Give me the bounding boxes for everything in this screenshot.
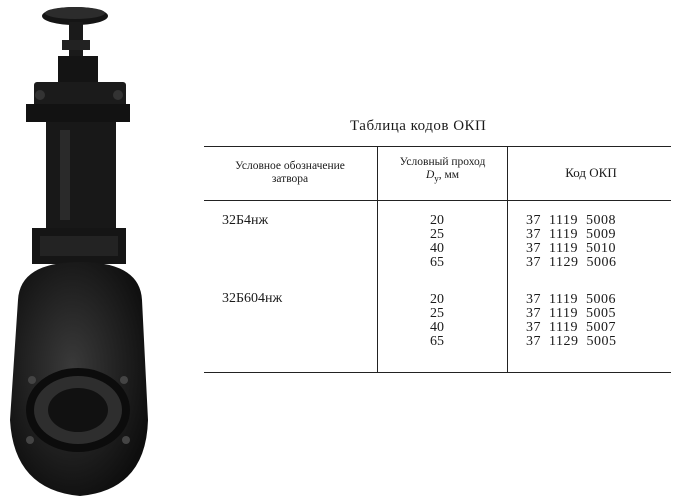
gate-valve-photo [0,0,160,501]
dn-cell: 65 [430,255,444,270]
dn-cell: 20 [430,213,444,228]
dn-cell: 25 [430,227,444,242]
okp-code-cell: 37 1129 5006 [526,255,617,270]
dn-cell: 65 [430,334,444,349]
okp-code-cell: 37 1119 5009 [526,227,616,242]
okp-code-cell: 37 1119 5010 [526,241,616,256]
designation-group-2: 32Б604нж [222,291,283,306]
dn-cell: 25 [430,306,444,321]
dn-cell: 20 [430,292,444,307]
header-designation-line2: затвора [271,173,309,185]
diameter-subscript: у [434,173,439,184]
header-designation-line1: Условное обозначение [235,160,345,172]
header-code: Код ОКП [565,165,617,180]
okp-code-cell: 37 1119 5007 [526,320,616,335]
okp-code-cell: 37 1129 5005 [526,334,617,349]
header-designation [210,160,370,186]
diameter-unit: , мм [438,169,460,181]
header-diameter [380,156,505,185]
table-title: Таблица кодов ОКП [350,118,487,134]
column-divider-1 [377,146,378,372]
column-divider-2 [507,146,508,372]
table-header-rule [204,200,671,201]
okp-code-cell: 37 1119 5008 [526,213,616,228]
designation-group-1: 32Б4нж [222,213,269,228]
okp-code-cell: 37 1119 5005 [526,306,616,321]
header-diameter-line1: Условный проход [399,156,486,168]
okp-code-cell: 37 1119 5006 [526,292,616,307]
dn-cell: 40 [430,320,444,335]
table-top-rule [204,146,671,147]
header-diameter-line2 [380,169,505,185]
dn-cell: 40 [430,241,444,256]
diameter-symbol: D [425,169,435,181]
table-bottom-rule [204,372,671,373]
